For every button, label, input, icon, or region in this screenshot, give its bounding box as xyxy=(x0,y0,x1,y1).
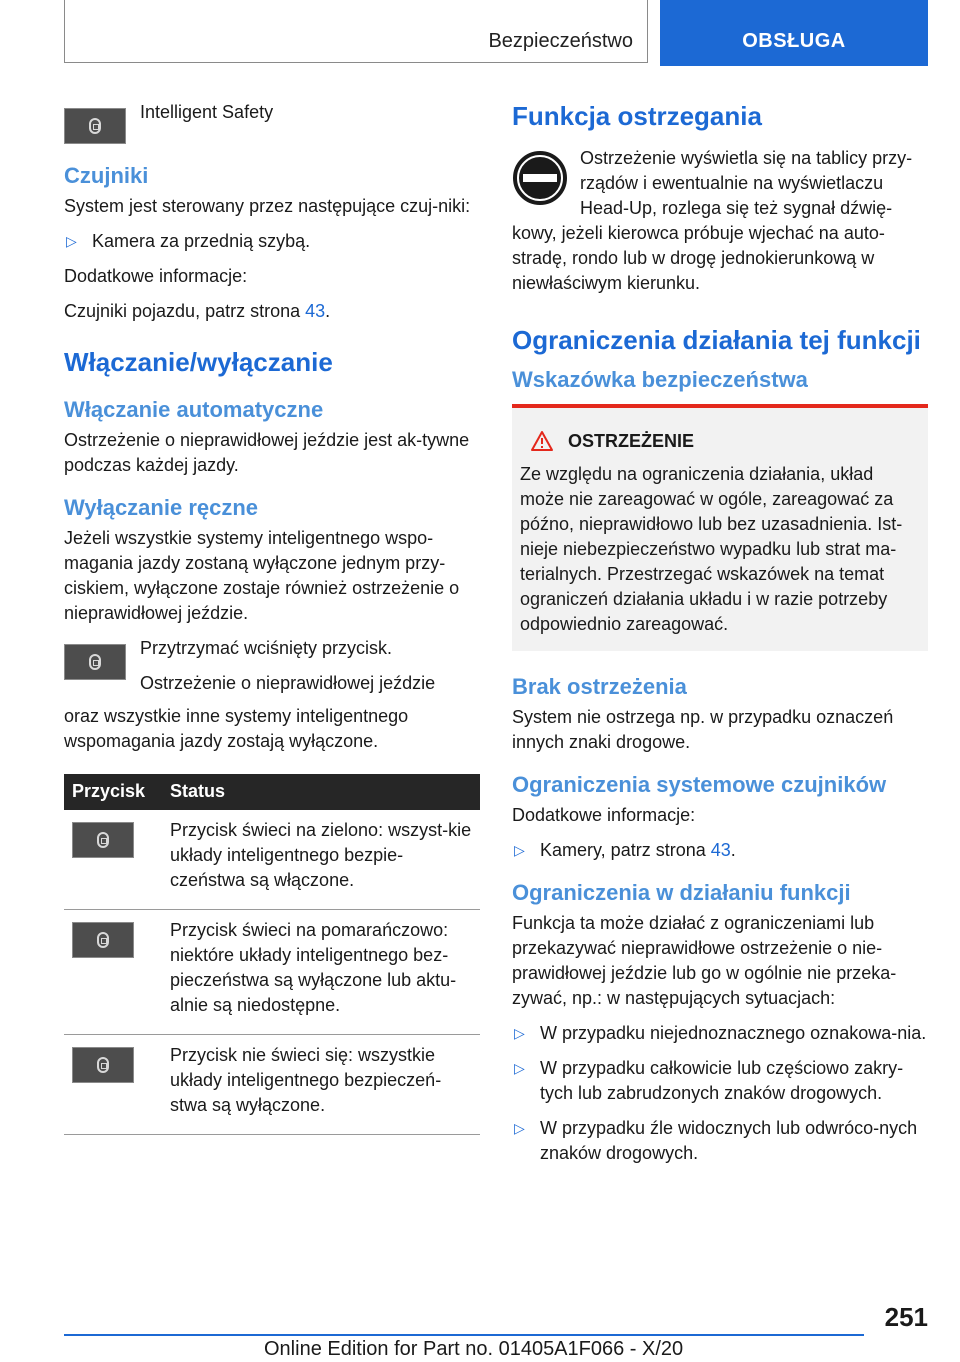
table-cell: Przycisk świeci na pomarańczowo: niektóre układy inteligentnego bez-pieczeństwa są wyłączone lub aktu-alnie są niedostępne. xyxy=(162,910,480,1035)
table-row xyxy=(64,810,480,910)
no-warn-text: System nie ostrzega np. w przypadku oznaczeń innych znaki drogowe. xyxy=(512,707,894,752)
warn-func-block xyxy=(512,146,928,296)
footer-divider xyxy=(64,1334,864,1336)
list-item: ▷ Kamery, patrz strona 43. xyxy=(512,838,928,863)
extra-info: Dodatkowe informacje: xyxy=(64,266,248,286)
safety-button-icon xyxy=(72,1047,134,1083)
func-limits-heading: Ograniczenia w działaniu funkcji xyxy=(512,880,851,905)
chapter-tab-label: OBSŁUGA xyxy=(742,30,846,52)
triangle-bullet-icon: ▷ xyxy=(514,1120,525,1136)
no-entry-sign-icon xyxy=(512,150,568,206)
list-item: ▷ Kamera za przednią szybą. xyxy=(64,229,480,254)
hold-result: oraz wszystkie inne systemy inteligentnego wspomagania jazdy zostają wyłączone. xyxy=(64,706,409,751)
table-cell: Przycisk świeci na zielono: wszyst-kie układy inteligentnego bezpie-czeństwa są włączone. xyxy=(162,810,480,910)
hold-row xyxy=(64,636,480,696)
page-link[interactable]: 43 xyxy=(710,840,731,860)
auto-heading: Włączanie automatyczne xyxy=(64,397,324,422)
list-item: ▷ W przypadku źle widocznych lub odwróco-nych znaków drogowych. xyxy=(514,1118,918,1163)
intro-label: Intelligent Safety xyxy=(140,102,274,122)
manual-text: Jeżeli wszystkie systemy inteligentnego wspo-magania jazdy zostaną wyłączone jednym przy-ciskiem, wyłączone zostaje również ostrzeżenie o nieprawidłowej jeździe. xyxy=(64,528,460,623)
section-label: Bezpieczeństwo xyxy=(488,30,633,52)
table-header-status: Status xyxy=(162,774,480,810)
sensors-ref: Czujniki pojazdu, patrz strona 43. xyxy=(64,301,331,321)
table-row xyxy=(64,910,480,1035)
status-table xyxy=(64,774,480,1135)
auto-text: Ostrzeżenie o nieprawidłowej jeździe jest ak-tywne podczas każdej jazdy. xyxy=(64,430,470,475)
left-column xyxy=(64,100,480,1135)
warning-triangle-icon xyxy=(530,430,554,452)
safety-button-icon xyxy=(72,822,134,858)
list-item: ▷ W przypadku całkowicie lub częściowo zakry-tych lub zabrudzonych znaków drogowych. xyxy=(514,1058,904,1103)
intro-row xyxy=(64,100,480,140)
section-label-box xyxy=(64,0,648,63)
warning-text: Ze względu na ograniczenia działania, układ może nie zareagować w ogóle, zareagować za późno, nieprawidłowo lub bez uzasadnienia. Ist-nieje niebezpieczeństwo wypadku lub strat ma-terialnych. Przestrzegać wskazówek na temat ograniczeń działania układu i w razie potrzeby odpowiednio zareagować. xyxy=(520,464,903,634)
right-column xyxy=(512,100,928,1176)
manual-heading: Wyłączanie ręczne xyxy=(64,495,259,520)
warn-func-heading: Funkcja ostrzegania xyxy=(512,101,762,131)
warning-title: OSTRZEŻENIE xyxy=(520,430,920,452)
table-row xyxy=(64,1035,480,1135)
page-number: 251 xyxy=(884,1302,928,1332)
warn-func-text: Ostrzeżenie wyświetla się na tablicy przy-rządów i ewentualnie na wyświetlaczu Head-Up, rozlega się też sygnał dźwię-kowy, jeżeli kierowca próbuje wjechać na auto-stradę, rondo lub w drogę jednokierunkową w niewłaściwym kierunku. xyxy=(512,148,913,293)
hold-result-start: Ostrzeżenie o nieprawidłowej jeździe xyxy=(140,673,436,693)
safety-heading: Wskazówka bezpieczeństwa xyxy=(512,367,808,392)
table-cell: Przycisk nie świeci się: wszystkie układy inteligentnego bezpieczeń-stwa są wyłączone. xyxy=(162,1035,480,1135)
triangle-bullet-icon: ▷ xyxy=(514,842,525,858)
safety-button-icon xyxy=(64,644,126,680)
func-limits-text: Funkcja ta może działać z ograniczeniami lub przekazywać nieprawidłowe ostrzeżenie o nie-prawidłowej jeździe lub go w ogólnie nie przeka-zywać, np.: w następujących sytuacjach: xyxy=(512,913,897,1008)
list-item: ▷ W przypadku niejednoznacznego oznakowa-nia. xyxy=(512,1021,928,1046)
onoff-heading: Włączanie/wyłączanie xyxy=(64,347,333,377)
page-link[interactable]: 43 xyxy=(305,301,326,321)
safety-button-icon xyxy=(72,922,134,958)
sys-limits-heading: Ograniczenia systemowe czujników xyxy=(512,772,887,797)
limits-heading: Ograniczenia działania tej funkcji xyxy=(512,325,921,355)
safety-button-icon xyxy=(64,108,126,144)
edition-text: Online Edition for Part no. 01405A1F066 - X/20 xyxy=(264,1338,684,1360)
page-header xyxy=(64,0,928,66)
no-warn-heading: Brak ostrzeżenia xyxy=(512,674,687,699)
sys-limits-info: Dodatkowe informacje: xyxy=(512,805,696,825)
table-header-button: Przycisk xyxy=(64,774,162,810)
triangle-bullet-icon: ▷ xyxy=(514,1025,525,1041)
chapter-tab[interactable] xyxy=(660,0,928,66)
triangle-bullet-icon: ▷ xyxy=(66,233,77,249)
hold-text: Przytrzymać wciśnięty przycisk. xyxy=(140,638,393,658)
czujniki-text: System jest sterowany przez następujące czuj-niki: xyxy=(64,196,471,216)
triangle-bullet-icon: ▷ xyxy=(514,1060,525,1076)
warning-box xyxy=(512,404,928,651)
czujniki-heading: Czujniki xyxy=(64,163,149,188)
